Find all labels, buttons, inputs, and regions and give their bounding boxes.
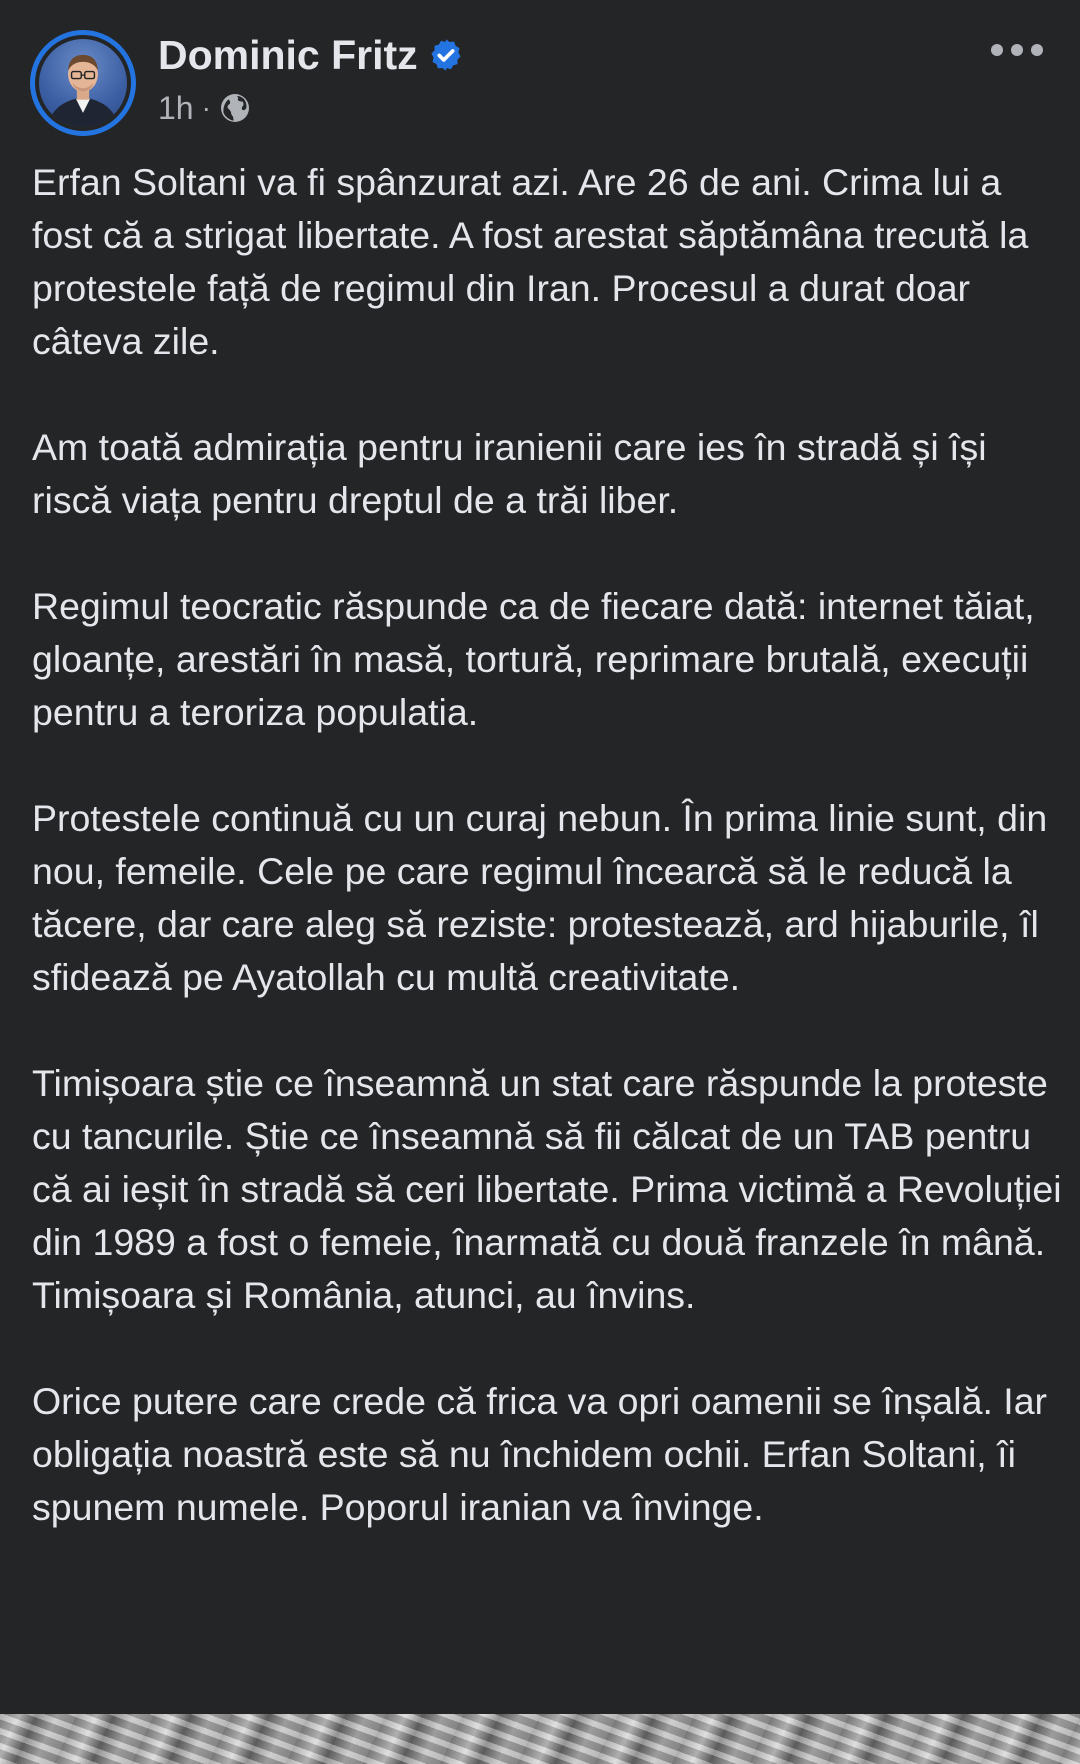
post-paragraph-5: Timișoara știe ce înseamnă un stat care răspunde la proteste cu tancurile. Știe ce înseamnă să fii călcat de un TAB pentru că ai ieșit în stradă să ceri libertate. Prima victimă a Revoluției din 1989 a fost o femeie, înarmată cu două franzele în mână. Timișoara și România, atunci, au învins. [32, 1062, 1062, 1316]
globe-icon[interactable] [219, 92, 251, 124]
author-name-row[interactable] [158, 30, 464, 80]
more-dot-icon [1011, 44, 1023, 56]
post-paragraph-6: Orice putere care crede că frica va opri oamenii se înșală. Iar obligația noastră este să nu închidem ochii. Erfan Soltani, îi spunem numele. Poporul iranian va învinge. [32, 1380, 1048, 1528]
post-header [0, 0, 1080, 140]
post-text [32, 156, 1062, 1534]
more-dot-icon [1031, 44, 1043, 56]
more-options-button[interactable] [980, 30, 1054, 70]
meta-separator: · [201, 92, 211, 123]
author-name[interactable]: Dominic Fritz [158, 32, 418, 78]
post-meta [158, 86, 251, 130]
post-paragraph-3: Regimul teocratic răspunde ca de fiecare dată: internet tăiat, gloanțe, arestări în masă, tortură, reprimare brutală, execuții pentru a teroriza populatia. [32, 585, 1035, 733]
post-paragraph-2: Am toată admirația pentru iranienii care ies în stradă și își riscă viața pentru dreptul de a trăi liber. [32, 426, 987, 521]
avatar[interactable] [30, 30, 136, 136]
post-timestamp[interactable]: 1h [158, 89, 194, 126]
avatar-photo [39, 39, 127, 127]
post-paragraph-4: Protestele continuă cu un curaj nebun. În prima linie sunt, din nou, femeile. Cele pe care regimul încearcă să le reducă la tăcere, dar care aleg să reziste: protestează, ard hijaburile, îl sfidează pe Ayatollah cu multă creativitate. [32, 797, 1048, 998]
verified-badge-icon [428, 37, 464, 73]
post-image-preview[interactable] [0, 1714, 1080, 1764]
post-paragraph-1: Erfan Soltani va fi spânzurat azi. Are 26 de ani. Crima lui a fost că a strigat libertate. A fost arestat săptămâna trecută la protestele față de regimul din Iran. Procesul a durat doar câteva zile. [32, 161, 1029, 362]
person-icon [39, 39, 127, 127]
more-dot-icon [991, 44, 1003, 56]
